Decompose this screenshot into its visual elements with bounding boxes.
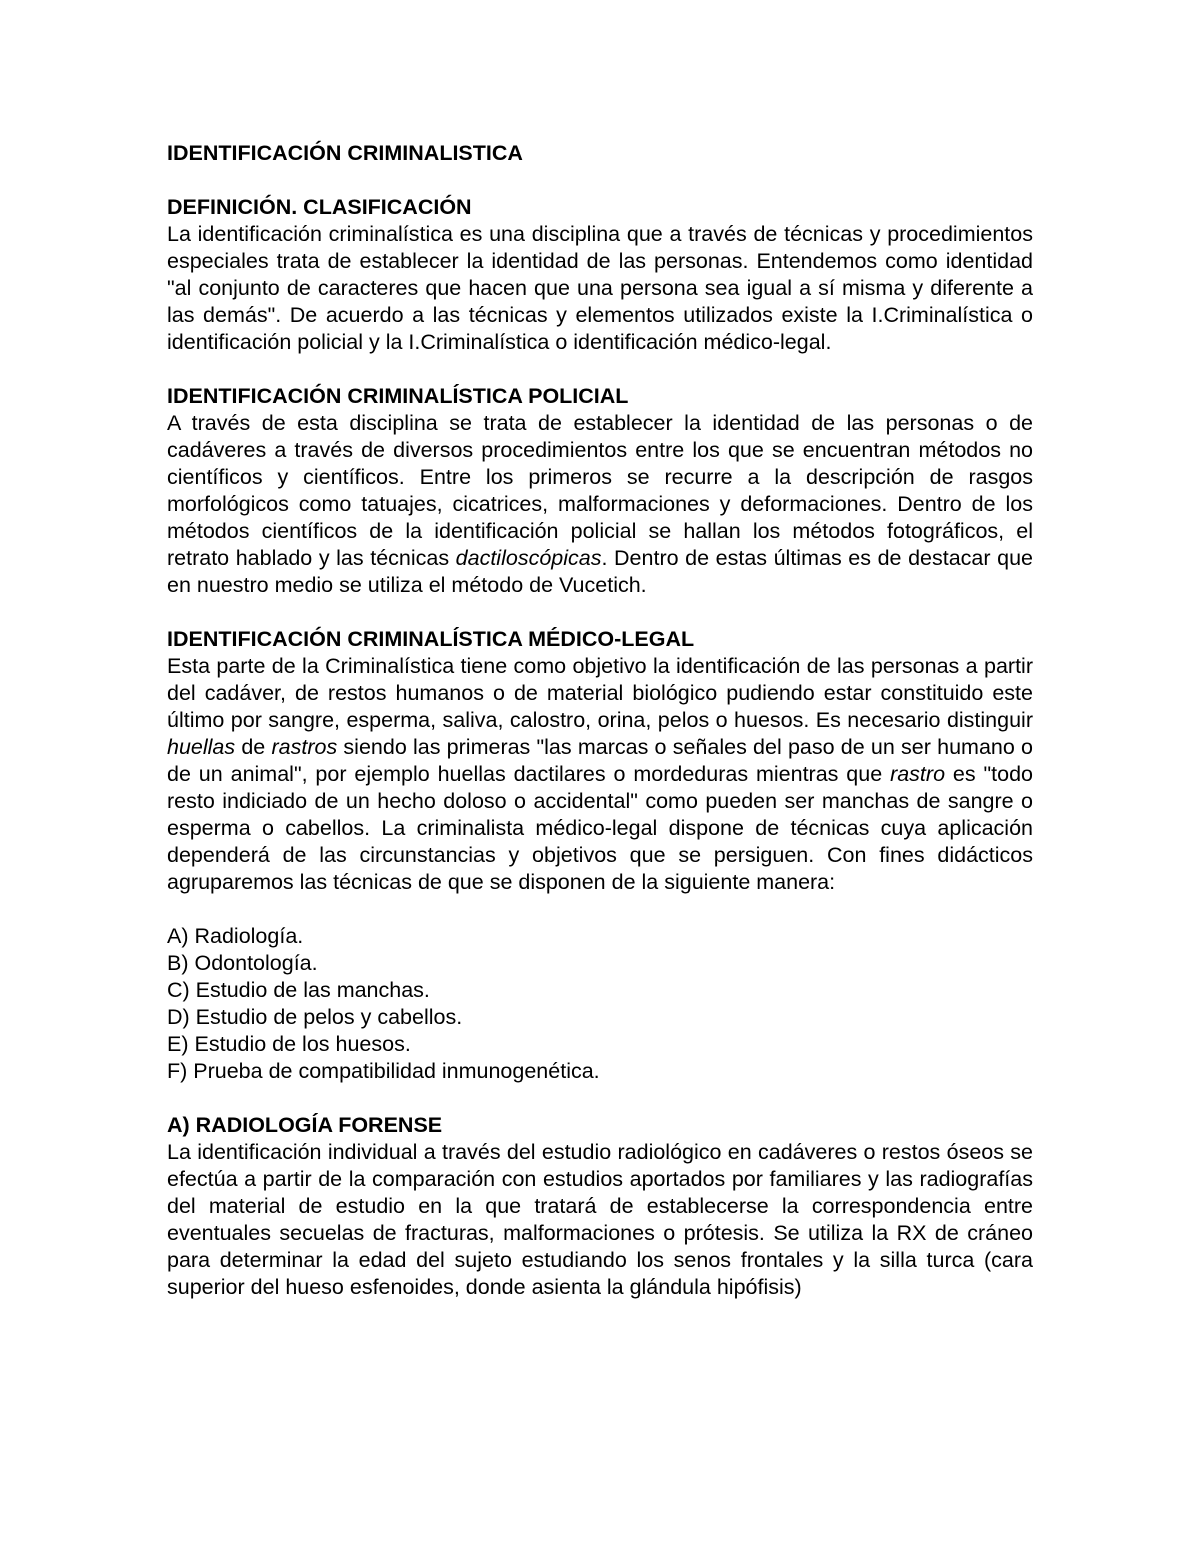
list-item: D) Estudio de pelos y cabellos. <box>167 1005 463 1029</box>
list-item: E) Estudio de los huesos. <box>167 1032 411 1056</box>
text-run: Esta parte de la Criminalística tiene como objetivo la identificación de las personas a partir del cadáver, de restos humanos o de material biológico pudiendo estar constituido este último por sangre, esperma, saliva, calostro, orina, pelos o huesos. Es necesario distinguir <box>167 654 1033 732</box>
spacer <box>167 599 1033 626</box>
section-body-definicion: La identificación criminalística es una disciplina que a través de técnicas y procedimientos especiales trata de establecer la identidad de las personas. Entendemos como identidad "al conjunto de caracteres que hacen que una persona sea igual a sí misma y diferente a las demás". De acuerdo a las técnicas y elementos utilizados existe la I.Criminalística o identificación policial y la I.Criminalística o identificación médico-legal. <box>167 222 1033 354</box>
italic-term: dactiloscópicas <box>455 546 602 570</box>
text-run: es "todo resto indiciado de un hecho doloso o accidental" como pueden ser manchas de sangre o esperma o cabellos. La criminalista médico-legal dispone de técnicas cuya aplicación dependerá de las circunstancias y objetivos que se persiguen. Con fines didácticos agruparemos las técnicas de que se disponen de la siguiente manera: <box>167 762 1033 894</box>
spacer <box>167 167 1033 194</box>
list-item: B) Odontología. <box>167 951 318 975</box>
section-heading-medico-legal: IDENTIFICACIÓN CRIMINALÍSTICA MÉDICO-LEGAL <box>167 627 695 651</box>
section-body-medico-legal <box>167 653 1033 896</box>
italic-term: rastros <box>271 735 338 759</box>
text-run: de <box>235 735 272 759</box>
text-run: A través de esta disciplina se trata de establecer la identidad de las personas o de cadáveres a través de diversos procedimientos entre los que se encuentran métodos no científicos y científicos. Entre los primeros se recurre a la descripción de rasgos morfológicos como tatuajes, cicatrices, malformaciones y deformaciones. Dentro de los métodos científicos de la identificación policial se hallan los métodos fotográficos, el retrato hablado y las técnicas <box>167 411 1033 570</box>
spacer <box>167 896 1033 923</box>
techniques-list <box>167 923 1033 1085</box>
list-item: A) Radiología. <box>167 924 304 948</box>
text-run: . Dentro de estas últimas es de destacar que en nuestro medio se utiliza el método de Vucetich. <box>167 546 1033 597</box>
list-item: C) Estudio de las manchas. <box>167 978 430 1002</box>
spacer <box>167 1085 1033 1112</box>
document-page <box>167 140 1033 1301</box>
italic-term: rastro <box>890 762 946 786</box>
section-heading-definicion: DEFINICIÓN. CLASIFICACIÓN <box>167 195 472 219</box>
section-heading-radiologia: A) RADIOLOGÍA FORENSE <box>167 1113 443 1137</box>
list-item: F) Prueba de compatibilidad inmunogenética. <box>167 1059 600 1083</box>
section-heading-policial: IDENTIFICACIÓN CRIMINALÍSTICA POLICIAL <box>167 384 629 408</box>
section-body-radiologia: La identificación individual a través del estudio radiológico en cadáveres o restos óseos se efectúa a partir de la comparación con estudios aportados por familiares y las radiografías del material de estudio en la que tratará de establecerse la correspondencia entre eventuales secuelas de fracturas, malformaciones o prótesis. Se utiliza la RX de cráneo para determinar la edad del sujeto estudiando los senos frontales y la silla turca (cara superior del hueso esfenoides, donde asienta la glándula hipófisis) <box>167 1140 1033 1299</box>
italic-term: huellas <box>167 735 236 759</box>
document-title: IDENTIFICACIÓN CRIMINALISTICA <box>167 141 523 165</box>
spacer <box>167 356 1033 383</box>
section-body-policial <box>167 410 1033 599</box>
text-run: siendo las primeras "las marcas o señales del paso de un ser humano o de un animal", por ejemplo huellas dactilares o mordeduras mientras que <box>167 735 1033 786</box>
